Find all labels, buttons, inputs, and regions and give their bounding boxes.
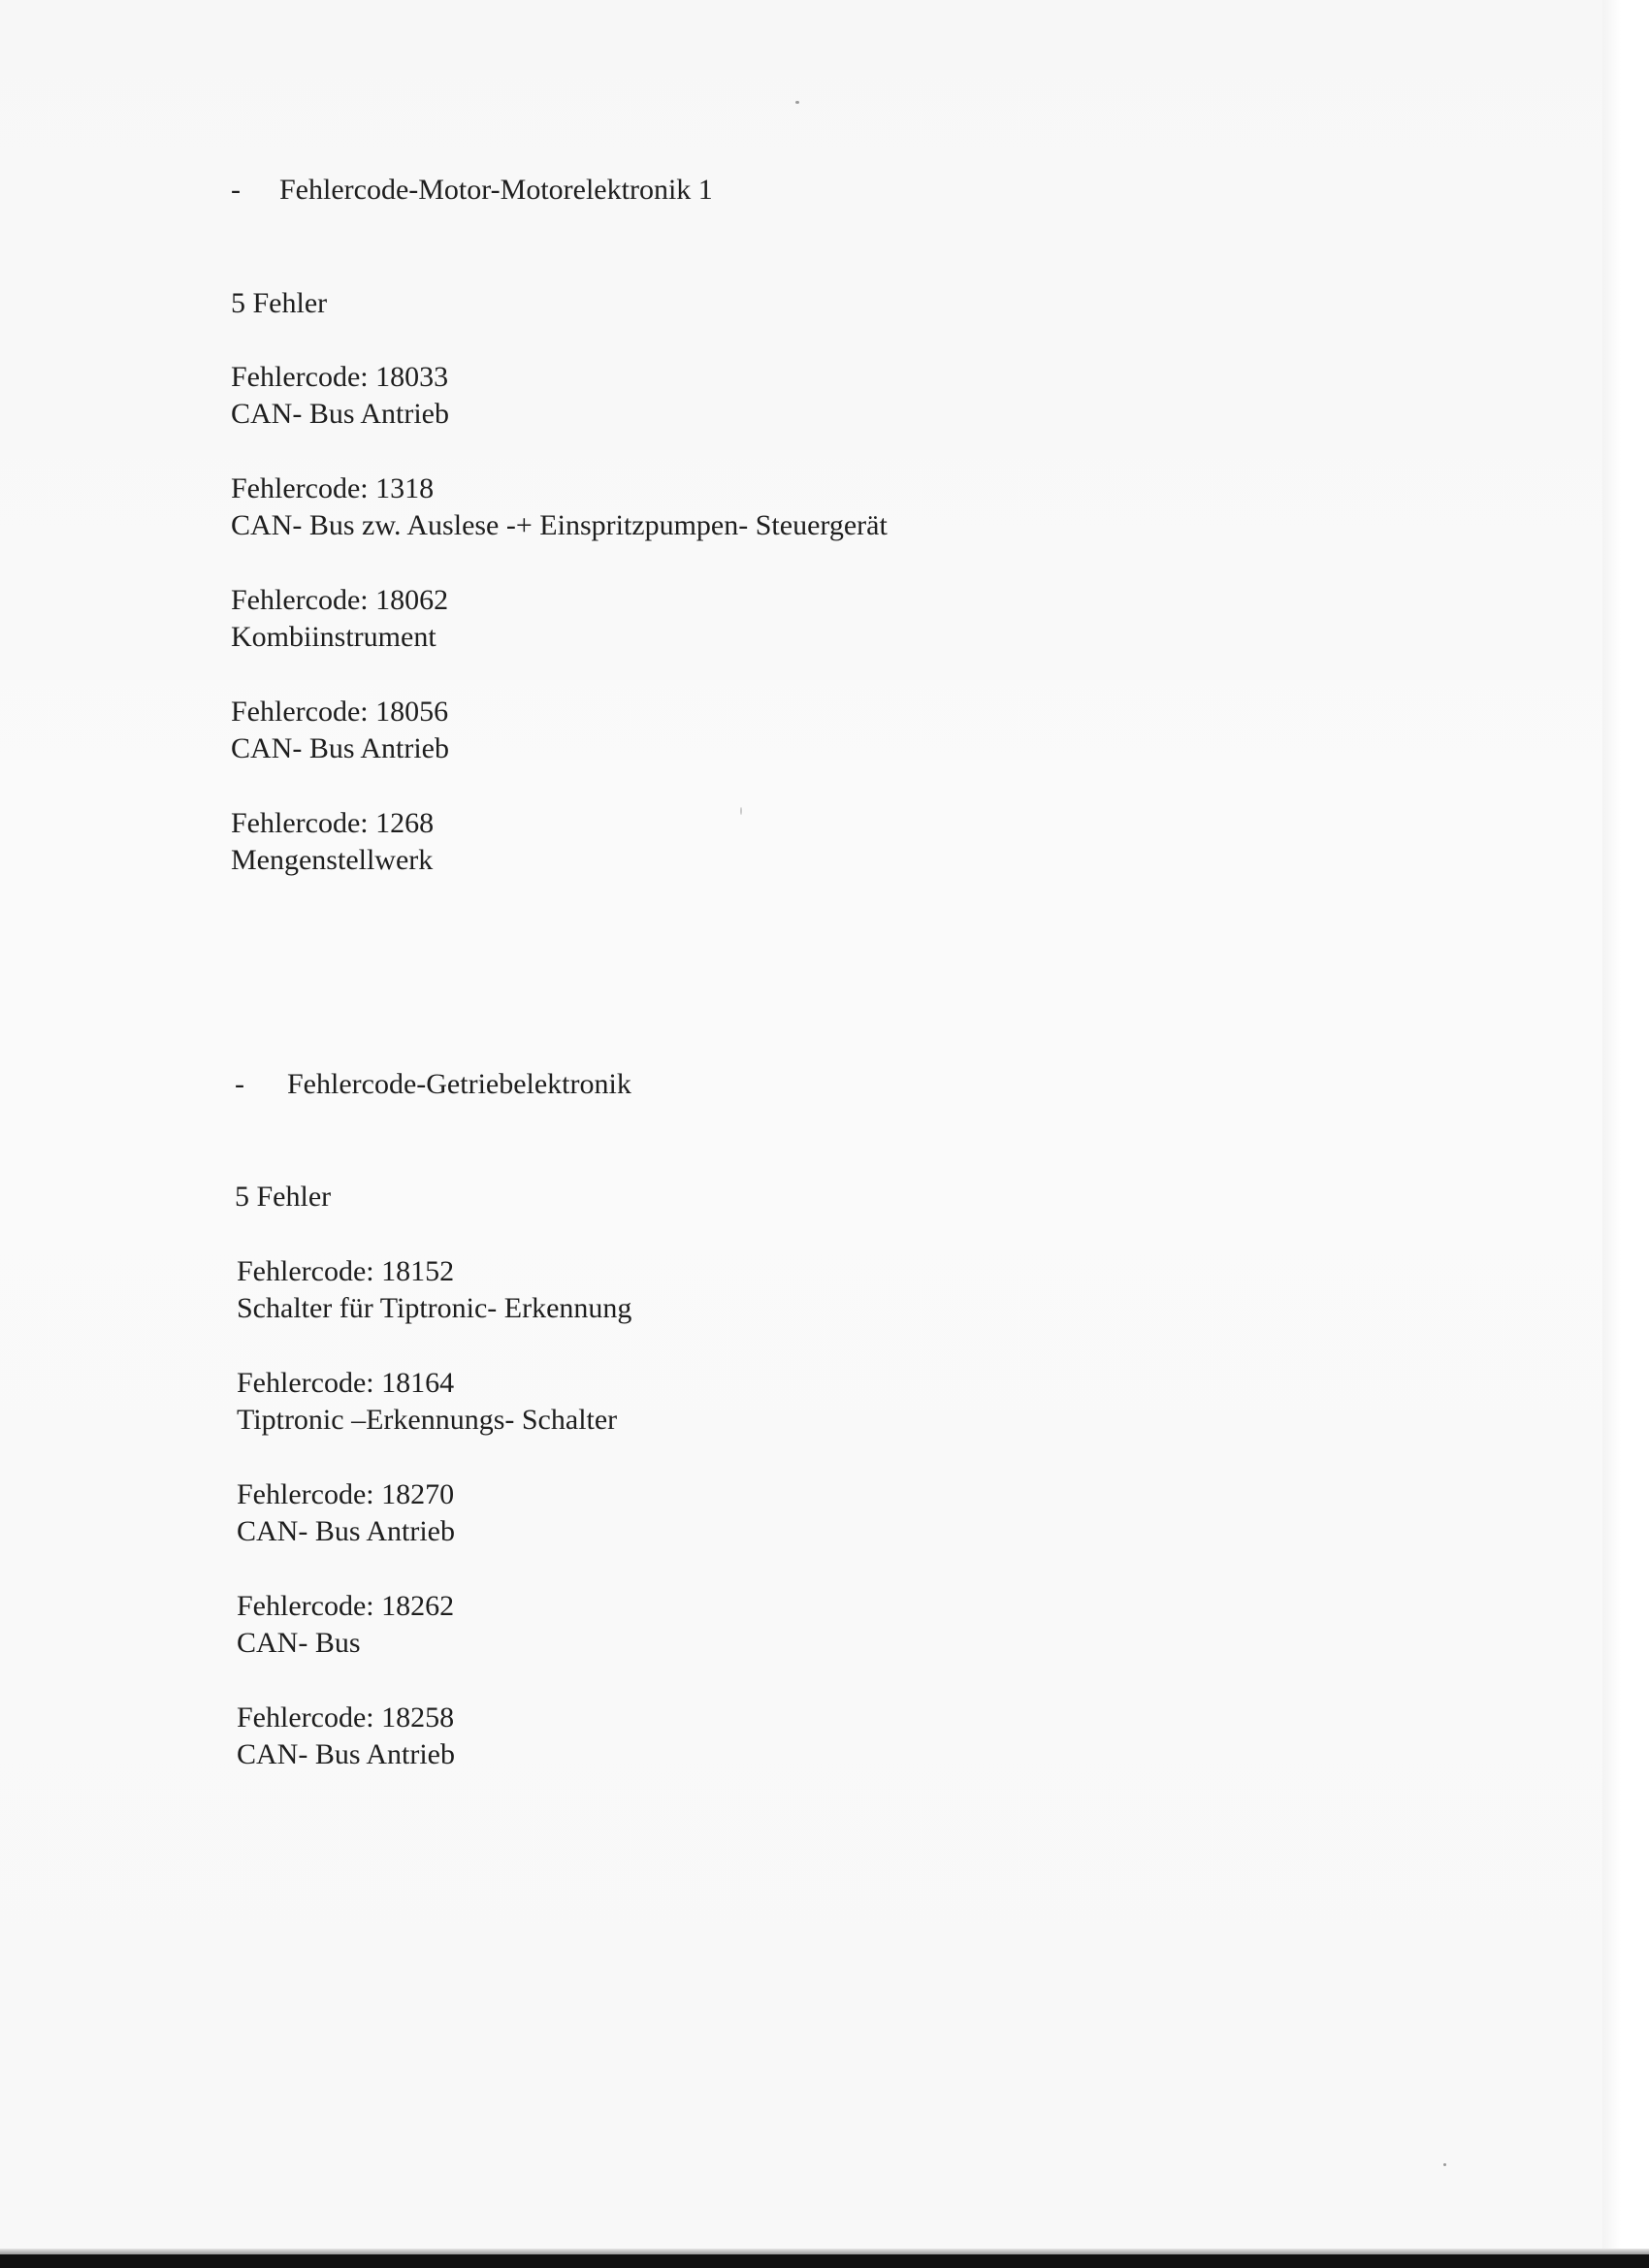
- error-code: Fehlercode: 18270: [237, 1478, 455, 1510]
- section-motor-count: [231, 286, 327, 321]
- section-getriebe-count: [235, 1180, 331, 1215]
- scan-speck: [795, 101, 799, 104]
- error-description: CAN- Bus: [237, 1627, 361, 1659]
- error-description: CAN- Bus Antrieb: [231, 398, 449, 430]
- section-title: Fehlercode-Getriebelektronik: [287, 1068, 631, 1100]
- list-dash: -: [235, 1068, 244, 1100]
- error-entry: [231, 805, 434, 879]
- scan-speck: [1443, 2163, 1446, 2166]
- error-entry: [237, 1588, 454, 1662]
- scan-edge-shadow: [1602, 0, 1649, 2268]
- error-code: Fehlercode: 18033: [231, 361, 449, 393]
- error-code: Fehlercode: 18258: [237, 1701, 455, 1733]
- error-count: 5 Fehler: [235, 1181, 332, 1213]
- error-entry: [237, 1700, 455, 1773]
- error-code: Fehlercode: 1268: [231, 807, 435, 839]
- error-description: CAN- Bus zw. Auslese -+ Einspritzpumpen- Steuergerät: [231, 509, 888, 541]
- error-code: Fehlercode: 18056: [231, 696, 449, 728]
- error-entry: [237, 1253, 631, 1327]
- error-description: Mengenstellwerk: [231, 844, 434, 876]
- error-description: CAN- Bus Antrieb: [237, 1738, 455, 1770]
- error-entry: [237, 1476, 455, 1550]
- section-title: Fehlercode-Motor-Motorelektronik 1: [279, 174, 713, 206]
- scan-speck: [740, 807, 742, 815]
- error-count: 5 Fehler: [231, 287, 328, 319]
- error-description: CAN- Bus Antrieb: [231, 732, 449, 764]
- error-entry: [231, 694, 449, 767]
- section-heading: [231, 173, 713, 208]
- error-entry: [237, 1365, 617, 1439]
- error-description: Kombiinstrument: [231, 621, 436, 653]
- section-heading: [235, 1067, 631, 1102]
- error-description: CAN- Bus Antrieb: [237, 1515, 455, 1547]
- error-entry: [231, 359, 449, 433]
- error-code: Fehlercode: 18152: [237, 1255, 455, 1287]
- error-code: Fehlercode: 18062: [231, 584, 449, 616]
- section-motor: [231, 173, 713, 208]
- error-description: Schalter für Tiptronic- Erkennung: [237, 1292, 632, 1324]
- error-code: Fehlercode: 18164: [237, 1367, 455, 1399]
- error-description: Tiptronic –Erkennungs- Schalter: [237, 1404, 618, 1436]
- list-dash: -: [231, 174, 241, 206]
- error-entry: [231, 582, 448, 656]
- error-entry: [231, 470, 888, 544]
- scan-edge-border: [0, 2254, 1649, 2268]
- error-code: Fehlercode: 18262: [237, 1590, 455, 1622]
- section-getriebe: [235, 1067, 631, 1102]
- error-code: Fehlercode: 1318: [231, 472, 435, 504]
